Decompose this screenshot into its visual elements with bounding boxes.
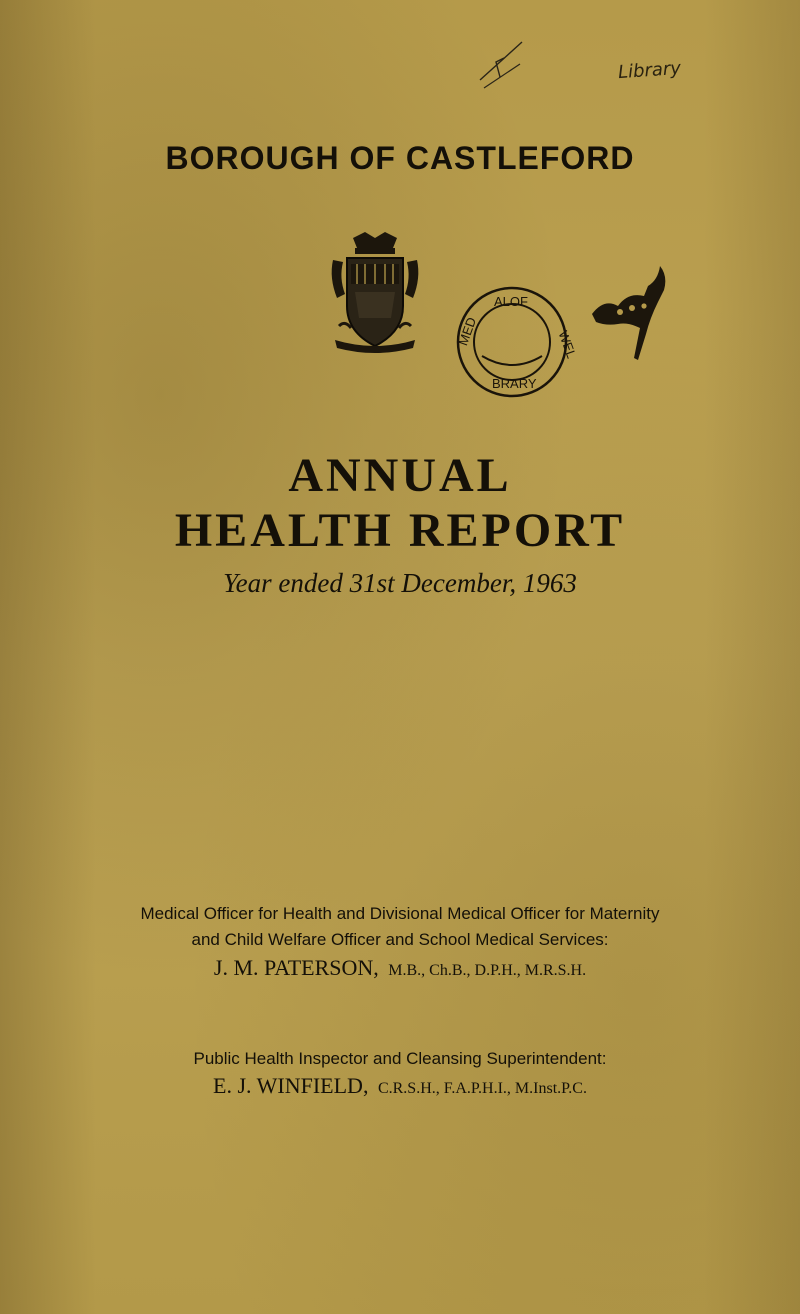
medical-officer-qualifications: M.B., Ch.B., D.P.H., M.R.S.H. xyxy=(388,962,587,979)
public-health-inspector-name: E. J. WINFIELD, xyxy=(213,1073,369,1098)
medical-officer-role-line-1: Medical Officer for Health and Divisional Medical Officer for Maternity xyxy=(140,904,660,923)
public-health-inspector-qualifications: C.R.S.H., F.A.P.H.I., M.Inst.P.C. xyxy=(377,1080,587,1097)
svg-text:WEL: WEL xyxy=(555,328,580,361)
borough-heading: BOROUGH OF CASTLEFORD xyxy=(165,140,635,176)
medical-officer-role-line-2: and Child Welfare Officer and School Medical Services: xyxy=(191,930,609,949)
medical-officer-name: J. M. PATERSON, xyxy=(213,955,379,980)
public-health-inspector-name-line xyxy=(0,1073,800,1099)
library-stamp-note: Library xyxy=(617,57,682,84)
medical-officer-name-line xyxy=(0,955,800,981)
coat-of-arms-icon xyxy=(325,228,425,358)
title-annual: ANNUAL xyxy=(288,449,512,502)
report-period: Year ended 31st December, 1963 xyxy=(223,568,577,598)
heraldic-ornament-icon xyxy=(588,262,673,362)
svg-text:ALOF: ALOF xyxy=(494,294,528,309)
public-health-inspector-role: Public Health Inspector and Cleansing Superintendent: xyxy=(193,1049,607,1068)
svg-text:MED: MED xyxy=(455,315,480,348)
handwritten-mark xyxy=(470,22,530,92)
title-health-report: HEALTH REPORT xyxy=(174,504,626,557)
svg-text:BRARY: BRARY xyxy=(492,376,537,391)
library-seal-stamp xyxy=(452,282,580,402)
